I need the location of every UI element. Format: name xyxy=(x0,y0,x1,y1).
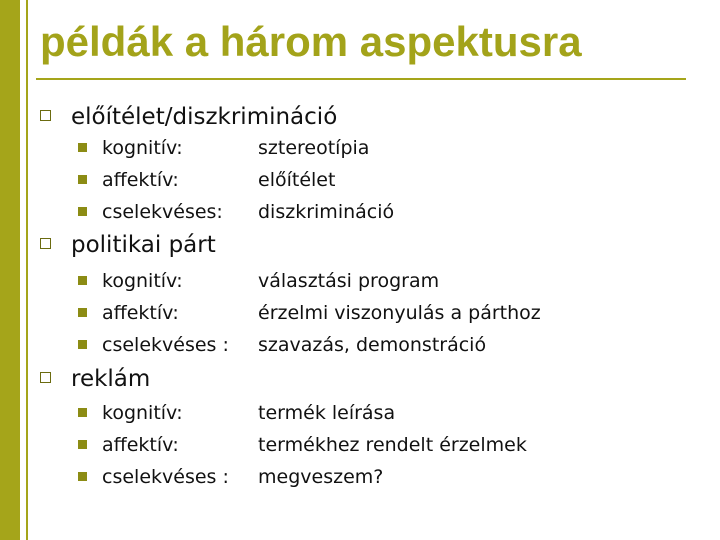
filled-square-bullet-icon xyxy=(78,175,87,184)
aspect-value: szavazás, demonstráció xyxy=(258,334,487,356)
section-heading xyxy=(40,364,150,394)
section-heading-text: politikai párt xyxy=(71,232,216,258)
filled-square-bullet-icon xyxy=(78,440,87,449)
aspect-label: cselekvéses: xyxy=(102,201,223,223)
aspect-label: affektív: xyxy=(102,434,179,456)
section-heading-text: reklám xyxy=(71,366,151,392)
filled-square-bullet-icon xyxy=(78,408,87,417)
aspect-value: diszkrimináció xyxy=(258,201,395,223)
aspect-label: kognitív: xyxy=(102,270,183,292)
aspect-value: érzelmi viszonyulás a párthoz xyxy=(258,302,541,324)
filled-square-bullet-icon xyxy=(78,143,87,152)
aspect-label: kognitív: xyxy=(102,137,183,159)
hollow-square-bullet-icon xyxy=(40,238,51,249)
filled-square-bullet-icon xyxy=(78,308,87,317)
aspect-label: affektív: xyxy=(102,302,179,324)
aspect-value: előítélet xyxy=(258,169,336,191)
aspect-label: cselekvéses : xyxy=(102,466,229,488)
title-underline xyxy=(36,78,686,80)
aspect-value: termékhez rendelt érzelmek xyxy=(258,434,527,456)
aspect-value: sztereotípia xyxy=(258,137,370,159)
aspect-label: cselekvéses : xyxy=(102,334,229,356)
aspect-label: affektív: xyxy=(102,169,179,191)
hollow-square-bullet-icon xyxy=(40,110,51,121)
aspect-value: választási program xyxy=(258,270,440,292)
aspect-label: kognitív: xyxy=(102,402,183,424)
slide-title: példák a három aspektusra xyxy=(40,18,582,65)
aspect-value: termék leírása xyxy=(258,402,396,424)
decorative-side-bar xyxy=(0,0,20,540)
section-heading xyxy=(40,230,216,260)
filled-square-bullet-icon xyxy=(78,340,87,349)
filled-square-bullet-icon xyxy=(78,472,87,481)
filled-square-bullet-icon xyxy=(78,207,87,216)
section-heading xyxy=(40,102,337,132)
aspect-value: megveszem? xyxy=(258,466,384,488)
section-heading-text: előítélet/diszkrimináció xyxy=(71,104,338,130)
decorative-side-line xyxy=(26,0,28,540)
filled-square-bullet-icon xyxy=(78,276,87,285)
hollow-square-bullet-icon xyxy=(40,372,51,383)
